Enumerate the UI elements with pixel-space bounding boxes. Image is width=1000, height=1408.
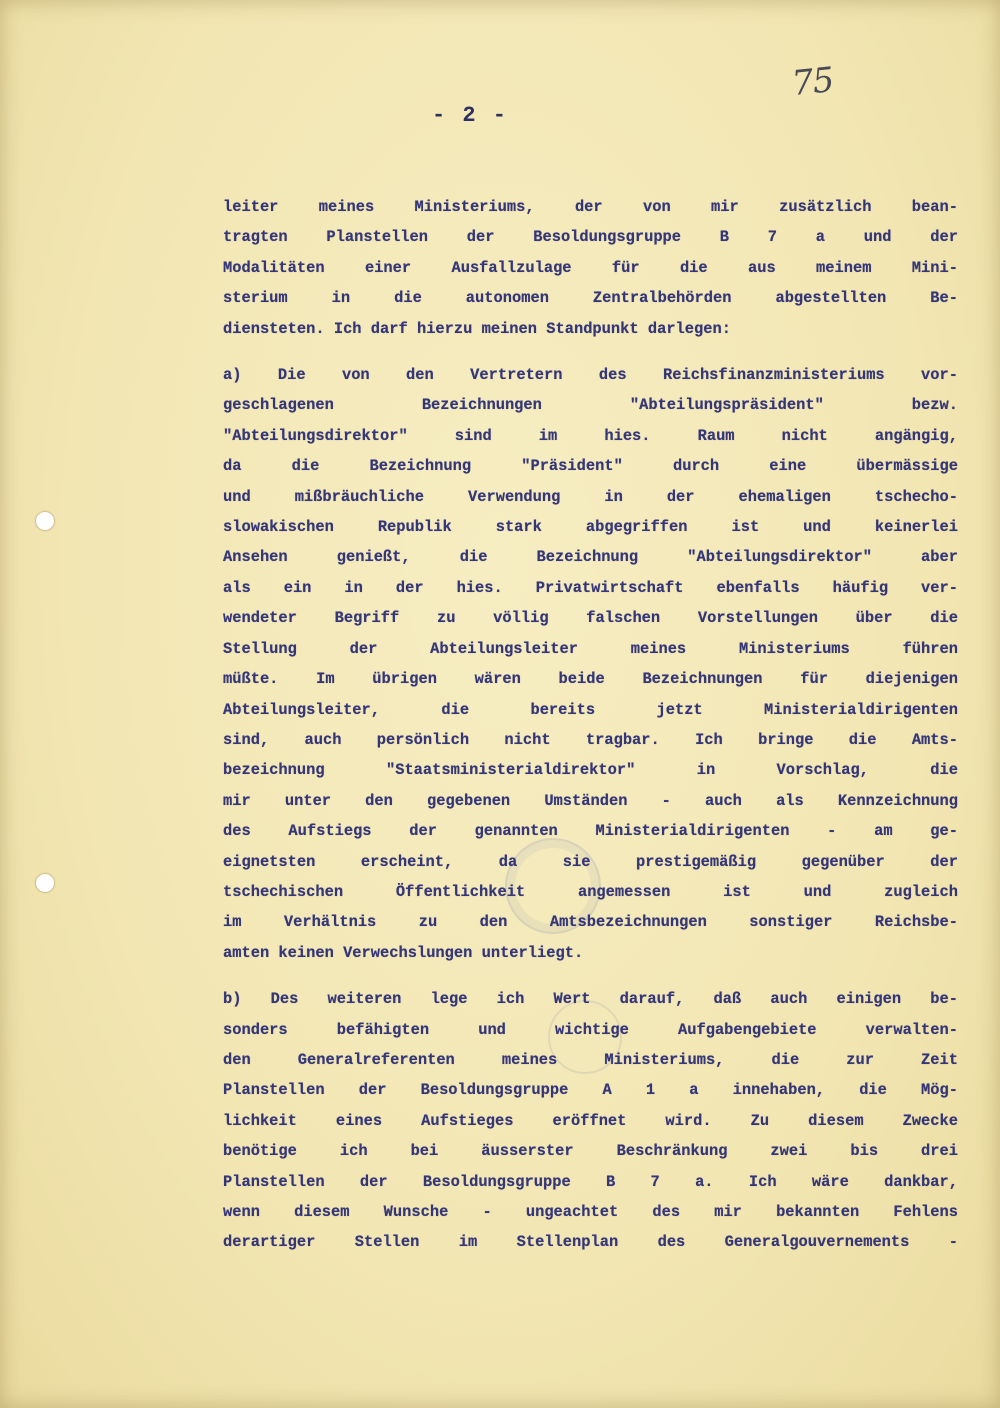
text-line: Planstellen der Besoldungsgruppe A 1 a innehaben, die Mög- <box>223 1081 958 1100</box>
text-line: wenn diesem Wunsche - ungeachtet des mir bekannten Fehlens <box>223 1203 958 1221</box>
text-line: Stellung der Abteilungsleiter meines Ministeriums führen <box>223 639 958 658</box>
text-line: sind, auch persönlich nicht tragbar. Ich bringe die Amts- <box>223 730 958 749</box>
text-line: da die Bezeichnung "Präsident" durch eine übermässige <box>223 457 958 476</box>
text-line: b) Des weiteren lege ich Wert darauf, daß auch einigen be- <box>223 990 958 1009</box>
text-line: derartiger Stellen im Stellenplan des Generalgouvernements - <box>223 1233 958 1252</box>
text-line: slowakischen Republik stark abgegriffen ist und keinerlei <box>223 518 958 537</box>
text-line: geschlagenen Bezeichnungen "Abteilungspräsident" bezw. <box>223 396 958 415</box>
text-line: amten keinen Verwechslungen unterliegt. <box>223 943 584 962</box>
text-line: a) Die von den Vertretern des Reichsfinanzministeriums vor- <box>223 366 958 385</box>
paragraph-a <box>223 360 958 968</box>
letter-body <box>223 192 958 1258</box>
punch-hole-icon <box>36 512 54 530</box>
handwritten-folio-number: 75 <box>790 59 836 105</box>
page-number: - 2 - <box>431 103 508 128</box>
text-line: Planstellen der Besoldungsgruppe B 7 a. Ich wäre dankbar, <box>223 1172 958 1191</box>
text-line: wendeter Begriff zu völlig falschen Vorstellungen über die <box>223 609 958 628</box>
paragraph-b <box>223 984 958 1258</box>
text-line: "Abteilungsdirektor" sind im hies. Raum nicht angängig, <box>223 426 958 445</box>
text-line: und mißbräuchliche Verwendung in der ehemaligen tschecho- <box>223 487 958 506</box>
text-line: im Verhältnis zu den Amtsbezeichnungen sonstiger Reichsbe- <box>223 913 958 932</box>
text-line: Ansehen genießt, die Bezeichnung "Abteilungsdirektor" aber <box>223 548 958 567</box>
text-line: leiter meines Ministeriums, der von mir zusätzlich bean- <box>223 198 958 216</box>
text-line: sterium in die autonomen Zentralbehörden abgestellten Be- <box>223 289 958 308</box>
text-line: eignetsten erscheint, da sie prestigemäßig gegenüber der <box>223 852 958 871</box>
text-line: tschechischen Öffentlichkeit angemessen ist und zugleich <box>223 882 958 901</box>
paragraph-intro <box>223 192 958 344</box>
text-line: als ein in der hies. Privatwirtschaft ebenfalls häufig ver- <box>223 578 958 597</box>
text-line: den Generalreferenten meines Ministeriums, die zur Zeit <box>223 1050 958 1069</box>
text-line: Abteilungsleiter, die bereits jetzt Ministerialdirigenten <box>223 700 958 719</box>
text-line: müßte. Im übrigen wären beide Bezeichnungen für diejenigen <box>223 670 958 689</box>
punch-hole-icon <box>36 874 54 892</box>
text-line: tragten Planstellen der Besoldungsgruppe B 7 a und der <box>223 228 958 247</box>
text-line: bezeichnung "Staatsministerialdirektor" in Vorschlag, die <box>223 761 958 780</box>
text-line: mir unter den gegebenen Umständen - auch als Kennzeichnung <box>223 791 958 810</box>
text-line: sonders befähigten und wichtige Aufgabengebiete verwalten- <box>223 1020 958 1039</box>
text-line: des Aufstiegs der genannten Ministerialdirigenten - am ge- <box>223 822 958 841</box>
text-line: diensteten. Ich darf hierzu meinen Standpunkt darlegen: <box>223 319 731 338</box>
text-line: Modalitäten einer Ausfallzulage für die aus meinem Mini- <box>223 258 958 277</box>
text-line: benötige ich bei äusserster Beschränkung zwei bis drei <box>223 1142 958 1161</box>
text-line: lichkeit eines Aufstieges eröffnet wird. Zu diesem Zwecke <box>223 1111 958 1130</box>
